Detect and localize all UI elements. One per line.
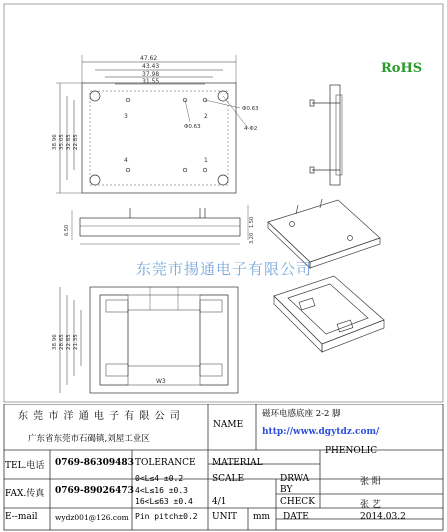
tolerance-row-3: 16<L≤63 ±0.4 (135, 497, 193, 506)
by-label: BY (280, 485, 293, 495)
corner-hole-icon (218, 175, 228, 185)
company-address: 广东省东莞市石碣镇,刘屋工业区 (28, 434, 150, 444)
name-label: NAME (213, 420, 244, 430)
scale-label: SCALE (212, 474, 245, 484)
tel-label: TEL.电话 (5, 461, 45, 471)
check-label: CHECK (280, 497, 315, 507)
email-value: wydz001@126.com (55, 513, 129, 522)
product-name: 磁环电感底座 2-2 脚 (262, 409, 341, 419)
company-name: 东 莞 市 洋 通 电 子 有 限 公 司 (18, 411, 181, 422)
tolerance-label: TOLERANCE (135, 458, 196, 468)
end-view (310, 85, 342, 185)
date-label: DATE (283, 512, 309, 522)
rohs-badge: RoHS (381, 61, 423, 76)
top-side-dim-4: 22.85 (73, 134, 79, 150)
pin-label-1: 1 (204, 157, 208, 164)
top-side-dim-2: 35.05 (59, 134, 65, 150)
bottom-view (60, 287, 238, 393)
callout-phi-3: Φ0.63 (184, 124, 201, 130)
pin-label-4: 4 (124, 157, 128, 164)
callout-phi-1: Φ0.63 (242, 106, 259, 112)
drwa-label: DRWA (280, 474, 310, 484)
tolerance-row-2: 4<L≤16 ±0.3 (135, 486, 188, 495)
pin-hole-icon (203, 168, 207, 172)
pin-hole-icon (183, 168, 187, 172)
top-side-dim-3: 32.85 (66, 134, 72, 150)
checked-by: 张 艺 (360, 500, 381, 510)
material-label: MATERIAL (212, 458, 263, 468)
bottom-dim-1: 38.96 (52, 334, 58, 350)
email-label: E--mail (5, 512, 38, 522)
top-dim-4: 31.55 (142, 78, 160, 85)
fax-label: FAX.传真 (5, 489, 45, 499)
tolerance-row-1: 0<L≤4 ±0.2 (135, 474, 184, 483)
iso-view-bottom (274, 276, 384, 352)
pin-label-2: 2 (204, 113, 208, 120)
pin-hole-icon (126, 168, 130, 172)
side-view (72, 205, 248, 244)
scale-value: 4/1 (212, 497, 227, 507)
callout-phi-2: 4-Φ2 (244, 126, 258, 132)
unit-label: UNIT (212, 512, 238, 522)
date-value: 2014.03.2 (360, 512, 406, 522)
corner-hole-icon (90, 175, 100, 185)
side-dim-1: 6.50 (64, 224, 70, 236)
top-view-outline (82, 83, 236, 193)
fax-value: 0769-89026473 (55, 486, 134, 496)
pin-label-3: 3 (124, 113, 128, 120)
top-view-inner (90, 91, 228, 185)
pin-hole-icon (126, 98, 130, 102)
top-dim-3: 37.98 (142, 71, 160, 78)
watermark: 东莞市揚通电子有限公司 (136, 260, 313, 278)
top-dim-1: 47.62 (140, 55, 158, 62)
corner-hole-icon (90, 91, 100, 101)
bottom-label: W3 (156, 378, 166, 385)
bottom-dim-2: 28.65 (59, 334, 65, 350)
pin-pitch: Pin pitch±0.2 (135, 512, 198, 521)
bottom-dim-4: 21.35 (73, 334, 79, 350)
side-dim-3: 3.20 (249, 232, 255, 244)
top-dim-2: 43.43 (142, 63, 160, 70)
drawn-by: 张 阳 (360, 477, 381, 487)
material-value: PHENOLIC (325, 446, 378, 456)
tel-value: 0769-86309483 (55, 458, 134, 468)
website-link[interactable]: http://www.dgytdz.com/ (262, 427, 380, 437)
unit-value: mm (253, 512, 271, 522)
bottom-dim-3: 22.85 (66, 334, 72, 350)
top-side-dim-1: 38.96 (52, 134, 58, 150)
side-dim-2: 1.50 (249, 216, 255, 228)
